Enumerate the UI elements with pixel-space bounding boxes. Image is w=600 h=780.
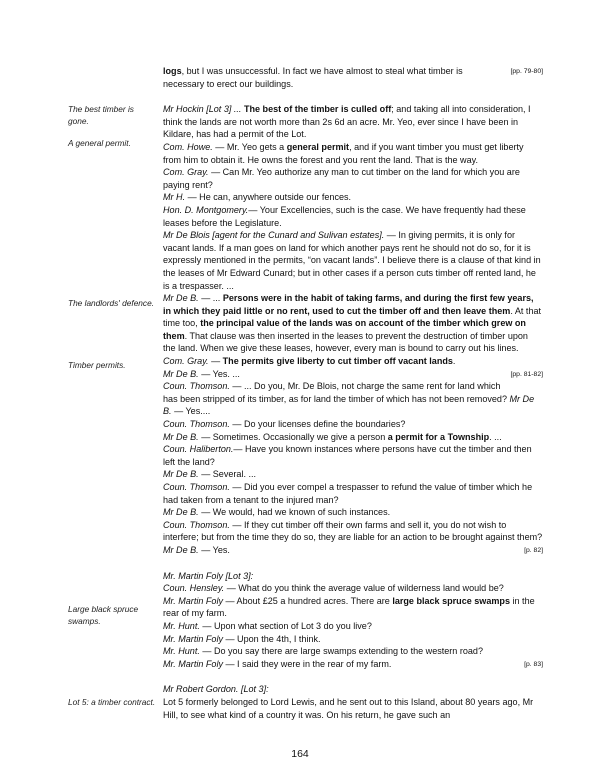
page-reference: [pp. 81-82] xyxy=(510,370,543,378)
text-run: — I said they were in the rear of my farm. xyxy=(222,658,392,669)
text-run: — Can Mr. Yeo authorize any man to cut timber on the land for which you are paying rent? xyxy=(163,167,520,190)
speaker-name: Com. Gray. xyxy=(163,167,209,178)
bold-text: general permit xyxy=(286,141,350,152)
page-reference: [p. 83] xyxy=(524,660,543,668)
text-run: — Upon the 4th, I think. xyxy=(222,633,321,644)
speaker-name: Mr De Blois [agent for the Cunard and Sulivan estates]. xyxy=(163,230,385,241)
speaker-name: Hon. D. Montgomery. xyxy=(163,204,249,215)
page-reference: [p. 82] xyxy=(524,546,543,554)
speaker-name: Mr De B. xyxy=(163,431,199,442)
paragraph-gap xyxy=(163,557,543,570)
speaker-name: Coun. Thomson. xyxy=(163,419,230,430)
paragraph xyxy=(163,633,543,646)
paragraph xyxy=(163,544,543,557)
sidenote: A general permit. xyxy=(68,138,131,148)
paragraph xyxy=(163,103,543,141)
main-text-column xyxy=(163,65,543,721)
paragraph xyxy=(163,658,543,671)
text-run: — ... Do you, Mr. De Blois, not charge the same rent for land which has been stripped of its timber, as for land the timber of which has not been removed? xyxy=(163,381,510,404)
text-run: — Yes. ... xyxy=(198,368,240,379)
paragraph xyxy=(163,141,543,166)
bold-text: The permits give liberty to cut timber off vacant lands xyxy=(222,356,453,367)
speaker-name: Mr. Martin Foly xyxy=(163,658,223,669)
paragraph xyxy=(163,519,543,544)
text-run: — About £25 a hundred acres. There are xyxy=(222,595,393,606)
text-run: — Yes.... xyxy=(171,406,211,417)
text-run: . xyxy=(452,356,456,367)
speaker-name: Mr. Martin Foly xyxy=(163,633,223,644)
speaker-name: Mr De B. xyxy=(163,293,199,304)
text-run: — Did you ever compel a trespasser to refund the value of timber which he had taken from a tenant to the injured man? xyxy=(163,482,533,505)
text-run: — He can, anywhere outside our fences. xyxy=(185,192,352,203)
speaker-name: Mr Robert Gordon. [Lot 3]: xyxy=(163,684,269,695)
paragraph-gap xyxy=(163,90,543,103)
text-run: ; and taking all into consideration, I think the lands are not worth more than 2s 6d an acre. Mr. Yeo, ever since I have been in Kildare, has had a permit of the Lot. xyxy=(163,104,531,140)
paragraph xyxy=(163,582,543,595)
paragraph xyxy=(163,683,543,696)
text-run: — Have you known instances where persons have cut the timber and then left the land? xyxy=(163,444,532,467)
text-run: . At that time too, xyxy=(163,305,542,329)
speaker-name: Coun. Haliberton. xyxy=(163,444,234,455)
text-run: in the rear of my farm. xyxy=(163,595,535,619)
page-number: 164 xyxy=(291,748,309,760)
paragraph xyxy=(163,204,543,229)
sidenote: The best timber is gone. xyxy=(68,104,134,126)
sidenote: Lot 5: a timber contract. xyxy=(68,697,156,707)
speaker-name: Mr De B. xyxy=(163,507,199,518)
text-run: Lot 5 formerly belonged to Lord Lewis, and he sent out to this Island, about 80 years ago, Mr Hill, to see what kind of a country it was. On his return, he gave such an xyxy=(163,696,534,720)
paragraph xyxy=(163,292,543,355)
bold-text: logs xyxy=(163,66,182,76)
text-run: — Do your licenses define the boundaries? xyxy=(229,419,406,430)
paragraph xyxy=(163,620,543,633)
text-run: . That clause was then inserted in the leases to prevent the destruction of timber upon the land. When we give these leases, however, every man is bound to carry out his lines. xyxy=(163,330,528,354)
bold-text: Persons were in the habit of taking farms, and during the first few years, in which they paid little or no rent, used to cut the timber off and then leave them xyxy=(163,293,534,316)
paragraph xyxy=(163,431,543,444)
text-run: — What do you think the average value of wilderness land would be? xyxy=(224,583,504,594)
paragraph xyxy=(163,229,543,292)
paragraph xyxy=(163,443,543,468)
speaker-name: Mr. Hunt. xyxy=(163,620,200,631)
text-run: — ... xyxy=(198,293,223,304)
speaker-name: Mr H. xyxy=(163,192,186,203)
text-run: — If they cut timber off their own farms and sell it, you do not wish to interfere; but from the time they do so, they are liable for an action to be brought against them? xyxy=(163,519,543,543)
paragraph xyxy=(163,595,543,620)
paragraph xyxy=(163,481,543,506)
text-run: — xyxy=(208,356,223,367)
sidenote: The landlords' defence. xyxy=(68,298,154,308)
sidenote: Timber permits. xyxy=(68,360,126,370)
text-run: — Upon what section of Lot 3 do you live? xyxy=(199,620,372,631)
text-run: . ... xyxy=(489,431,502,442)
speaker-name: Mr Hockin [Lot 3] ... xyxy=(163,104,242,115)
text-run: — Do you say there are large swamps extending to the western road? xyxy=(199,646,483,657)
speaker-name: Coun. Thomson. xyxy=(163,381,230,392)
text-run: — In giving permits, it is only for vacant lands. If a man goes on land for which another pays rent he should not do so, for it is expressly mentioned in the permits, “on vacant lands”. I believe there is a clause of that kind in the leases of Mr Edward Cunard; but in other cases if a person cuts timber off rented land, he is a trespasser. ... xyxy=(163,230,541,291)
page-reference: [pp. 79-80] xyxy=(510,68,543,75)
speaker-name: Com. Howe. xyxy=(163,141,213,152)
text-run: , and if you want timber you must get liberty from him to obtain it. He owns the forest and you rent the land. That is the way. xyxy=(163,141,524,165)
paragraph-gap xyxy=(163,670,543,683)
paragraph xyxy=(163,570,543,583)
paragraph xyxy=(163,468,543,481)
speaker-name: Mr. Hunt. xyxy=(163,646,200,657)
paragraph xyxy=(163,645,543,658)
speaker-name: Mr De B. xyxy=(163,544,199,555)
paragraph xyxy=(163,355,543,368)
bold-text: a permit for a Township xyxy=(387,431,490,442)
speaker-name: Coun. Thomson. xyxy=(163,482,230,492)
paragraph xyxy=(163,506,543,519)
paragraph xyxy=(163,418,543,431)
text-run: , but I was unsuccessful. In fact we have almost to steal what timber is necessary to erect our buildings. xyxy=(163,66,463,89)
sidenote: Large black spruce swamps. xyxy=(68,604,139,626)
text-run: — Yes. xyxy=(198,544,230,555)
bold-text: large black spruce swamps xyxy=(392,595,510,606)
text-run: — Mr. Yeo gets a xyxy=(212,141,287,152)
text-run: — Your Excellencies, such is the case. We have frequently had these leases before the Legislature. xyxy=(163,204,526,228)
paragraph xyxy=(163,166,543,191)
speaker-name: Com. Gray. xyxy=(163,356,209,367)
speaker-name: Coun. Thomson. xyxy=(163,519,230,530)
speaker-name: Mr De B. xyxy=(163,393,535,417)
text-run: — Sometimes. Occasionally we give a person xyxy=(198,431,388,442)
paragraph xyxy=(163,368,543,381)
speaker-name: Mr. Martin Foly [Lot 3]: xyxy=(163,570,254,581)
paragraph xyxy=(163,380,543,418)
paragraph xyxy=(163,65,543,90)
speaker-name: Mr De B. xyxy=(163,368,199,379)
text-run: — We would, had we known of such instances. xyxy=(198,507,391,518)
speaker-name: Mr. Martin Foly xyxy=(163,595,223,606)
speaker-name: Coun. Hensley. xyxy=(163,583,225,594)
text-run: — Several. ... xyxy=(198,469,257,480)
bold-text: The best of the timber is culled off xyxy=(243,104,392,115)
speaker-name: Mr De B. xyxy=(163,469,199,480)
bold-text: the principal value of the lands was on account of the timber which grew on them xyxy=(163,318,526,341)
paragraph xyxy=(163,191,543,204)
paragraph xyxy=(163,696,543,721)
